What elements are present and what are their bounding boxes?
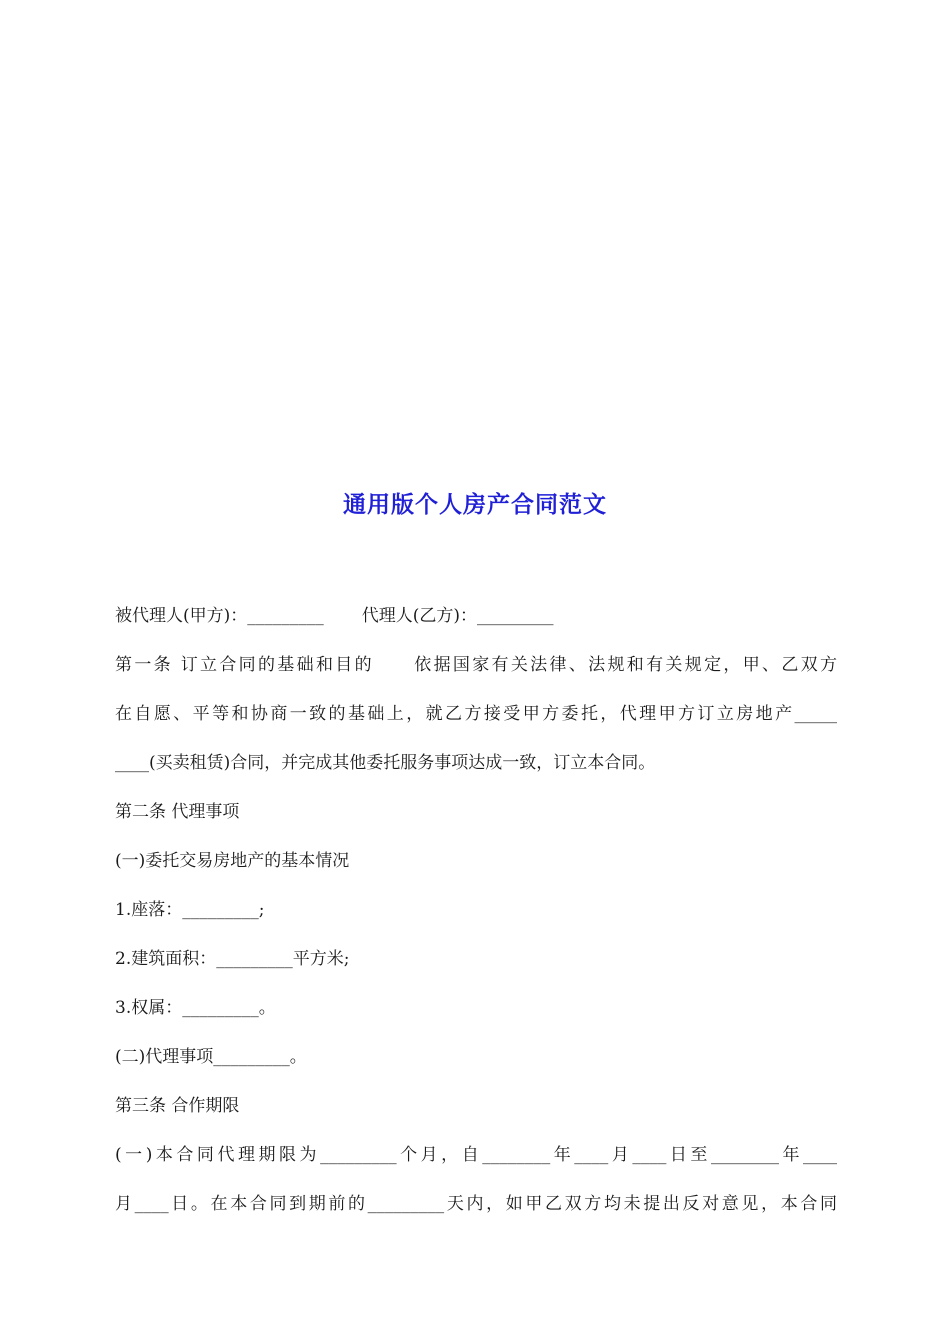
party-line — [115, 604, 837, 628]
list-item: 3.权属：_________。 — [115, 998, 276, 1018]
agent-party: 代理人(乙方)：_________ — [361, 606, 554, 626]
list-item: 1.座落：_________; — [115, 900, 265, 920]
paragraph-line: (一)本合同代理期限为_________个月，自________年____月____日至________年____ — [115, 1145, 837, 1165]
section-heading: (一)委托交易房地产的基本情况 — [115, 851, 350, 871]
list-item: 2.建筑面积：_________平方米; — [115, 949, 350, 969]
article-1-text-start: 依据国家有关法律、法规和有关规定，甲、乙双方 — [411, 655, 838, 675]
principal-party: 被代理人(甲方)：_________ — [115, 606, 324, 626]
contract-body — [115, 604, 837, 1241]
paragraph-line: 在自愿、平等和协商一致的基础上，就乙方接受甲方委托，代理甲方订立房地产_____ — [115, 704, 837, 724]
paragraph-line: ____(买卖租赁)合同，并完成其他委托服务事项达成一致，订立本合同。 — [115, 753, 656, 773]
article-heading: 第三条 合作期限 — [115, 1096, 240, 1116]
article-heading: 第二条 代理事项 — [115, 802, 240, 822]
paragraph-line: 月____日。在本合同到期前的_________天内，如甲乙双方均未提出反对意见，本合同 — [115, 1194, 837, 1214]
article-1-heading: 第一条 订立合同的基础和目的 — [115, 655, 374, 675]
section-heading: (二)代理事项_________。 — [115, 1047, 307, 1067]
article-1-line — [115, 653, 837, 677]
document-title: 通用版个人房产合同范文 — [343, 492, 607, 518]
